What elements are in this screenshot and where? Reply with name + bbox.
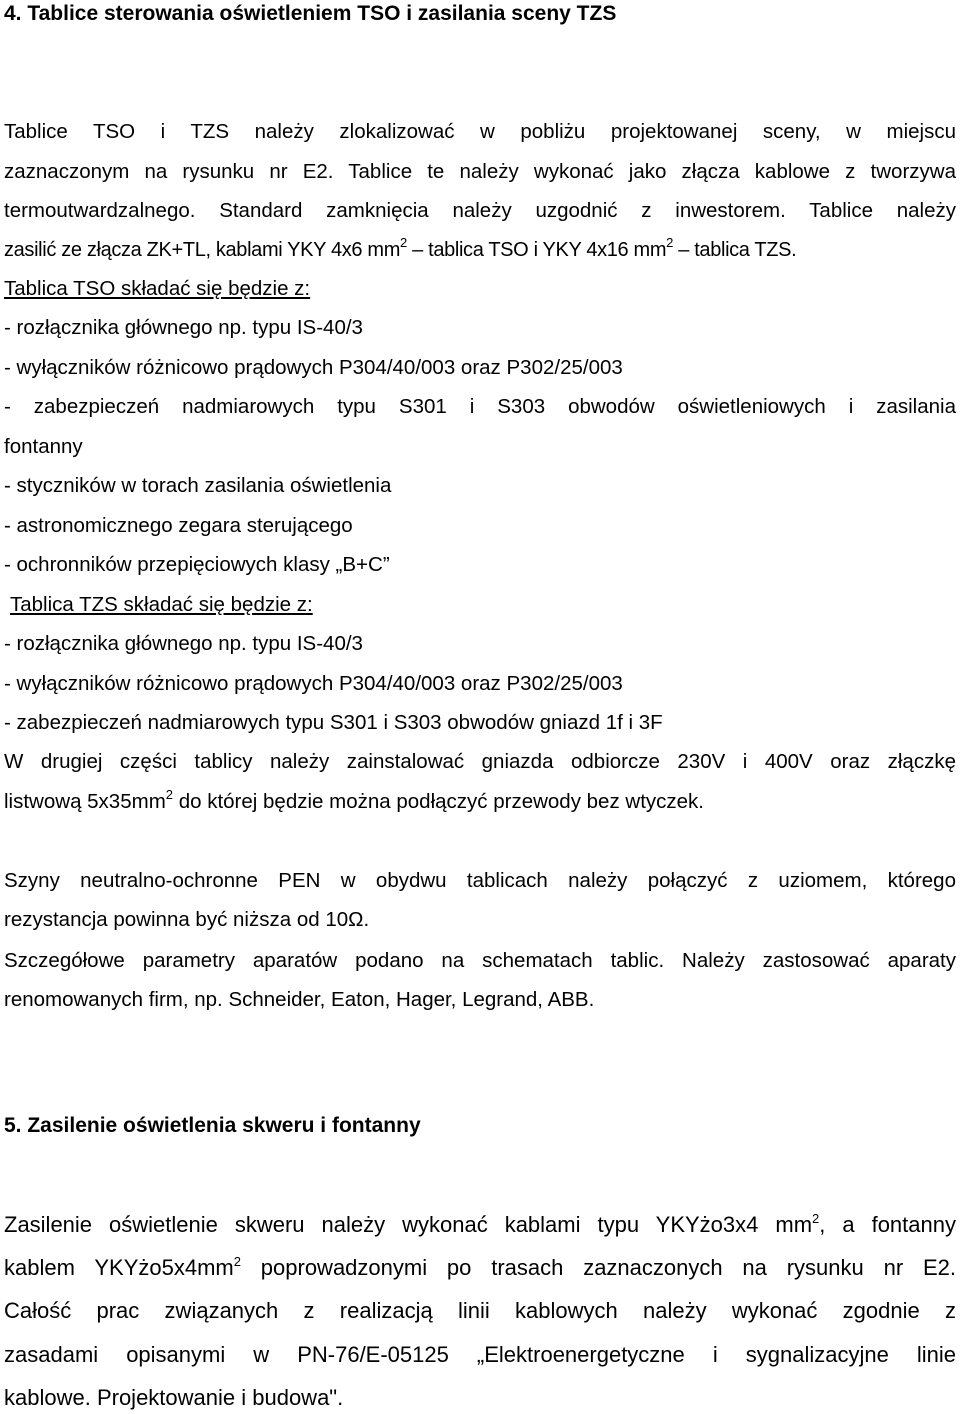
tso-list-title — [4, 277, 956, 301]
tso-title-text: Tablica TSO składać się będzie z: — [4, 277, 311, 300]
text-line: Całość prac związanych z realizacją linii kablowych należy wykonać zgodnie z — [4, 1298, 956, 1323]
superscript: 2 — [165, 787, 174, 802]
text-fragment: – tablica TSO i YKY 4x16 mm — [406, 239, 667, 261]
text-fragment: listwową 5x35mm — [4, 790, 166, 813]
list-item: - zabezpieczeń nadmiarowych typu S301 i S303 obwodów oświetleniowych i zasilania — [4, 395, 956, 418]
text-line — [4, 235, 956, 262]
text-fragment: kablem YKYżo5x4mm — [4, 1255, 234, 1280]
text-fragment: Zasilenie oświetlenie skweru należy wykonać kablami typu YKYżo3x4 mm — [4, 1212, 813, 1237]
text-line: Tablice TSO i TZS należy zlokalizować w pobliżu projektowanej sceny, w miejscu — [4, 120, 956, 143]
text-fragment: do której będzie można podłączyć przewody bez wtyczek. — [173, 790, 704, 813]
text-line: zasadami opisanymi w PN-76/E-05125 „Elektroenergetyczne i sygnalizacyjne linie — [4, 1342, 956, 1367]
list-item-continuation: fontanny — [4, 435, 83, 458]
list-item: - astronomicznego zegara sterującego — [4, 514, 353, 537]
list-item: - ochronników przepięciowych klasy „B+C” — [4, 553, 390, 576]
text-line: kablowe. Projektowanie i budowa". — [4, 1385, 344, 1410]
superscript: 2 — [812, 1211, 820, 1226]
list-item: - wyłączników różnicowo prądowych P304/40/003 oraz P302/25/003 — [4, 356, 623, 379]
text-line: zaznaczonym na rysunku nr E2. Tablice te należy wykonać jako złącza kablowe z tworzywa — [4, 160, 956, 183]
tzs-title-text: Tablica TZS składać się będzie z: — [10, 593, 313, 616]
text-line: Szczegółowe parametry aparatów podano na schematach tablic. Należy zastosować aparaty — [4, 949, 956, 972]
text-line — [4, 1255, 956, 1281]
list-item: - rozłącznika głównego np. typu IS-40/3 — [4, 316, 363, 339]
section-5-heading: 5. Zasilenie oświetlenia skweru i fontanny — [4, 1114, 421, 1137]
text-line: renomowanych firm, np. Schneider, Eaton, Hager, Legrand, ABB. — [4, 988, 595, 1011]
list-item: - wyłączników różnicowo prądowych P304/40/003 oraz P302/25/003 — [4, 672, 623, 695]
text-fragment: – tablica TZS. — [673, 239, 797, 261]
list-item: - rozłącznika głównego np. typu IS-40/3 — [4, 632, 363, 655]
tzs-list-title — [10, 593, 956, 617]
superscript: 2 — [666, 235, 674, 250]
text-fragment: poprowadzonymi po trasach zaznaczonych na rysunku nr E2. — [240, 1255, 956, 1280]
list-item: - zabezpieczeń nadmiarowych typu S301 i S303 obwodów gniazd 1f i 3F — [4, 711, 663, 734]
text-line: rezystancja powinna być niższa od 10Ω. — [4, 908, 370, 931]
superscript: 2 — [400, 235, 407, 250]
text-fragment: zasilić ze złącza ZK+TL, kablami YKY 4x6 mm — [4, 239, 401, 261]
list-item: - styczników w torach zasilania oświetlenia — [4, 474, 392, 497]
text-line: Szyny neutralno-ochronne PEN w obydwu tablicach należy połączyć z uziomem, którego — [4, 869, 956, 892]
text-line — [4, 787, 956, 814]
superscript: 2 — [233, 1254, 241, 1269]
section-4-heading: 4. Tablice sterowania oświetleniem TSO i zasilania sceny TZS — [4, 2, 617, 25]
text-line — [4, 1212, 956, 1238]
text-fragment: , a fontanny — [819, 1212, 956, 1237]
text-line: termoutwardzalnego. Standard zamknięcia należy uzgodnić z inwestorem. Tablice należy — [4, 199, 956, 222]
text-line: W drugiej części tablicy należy zainstalować gniazda odbiorcze 230V i 400V oraz złączkę — [4, 750, 956, 773]
